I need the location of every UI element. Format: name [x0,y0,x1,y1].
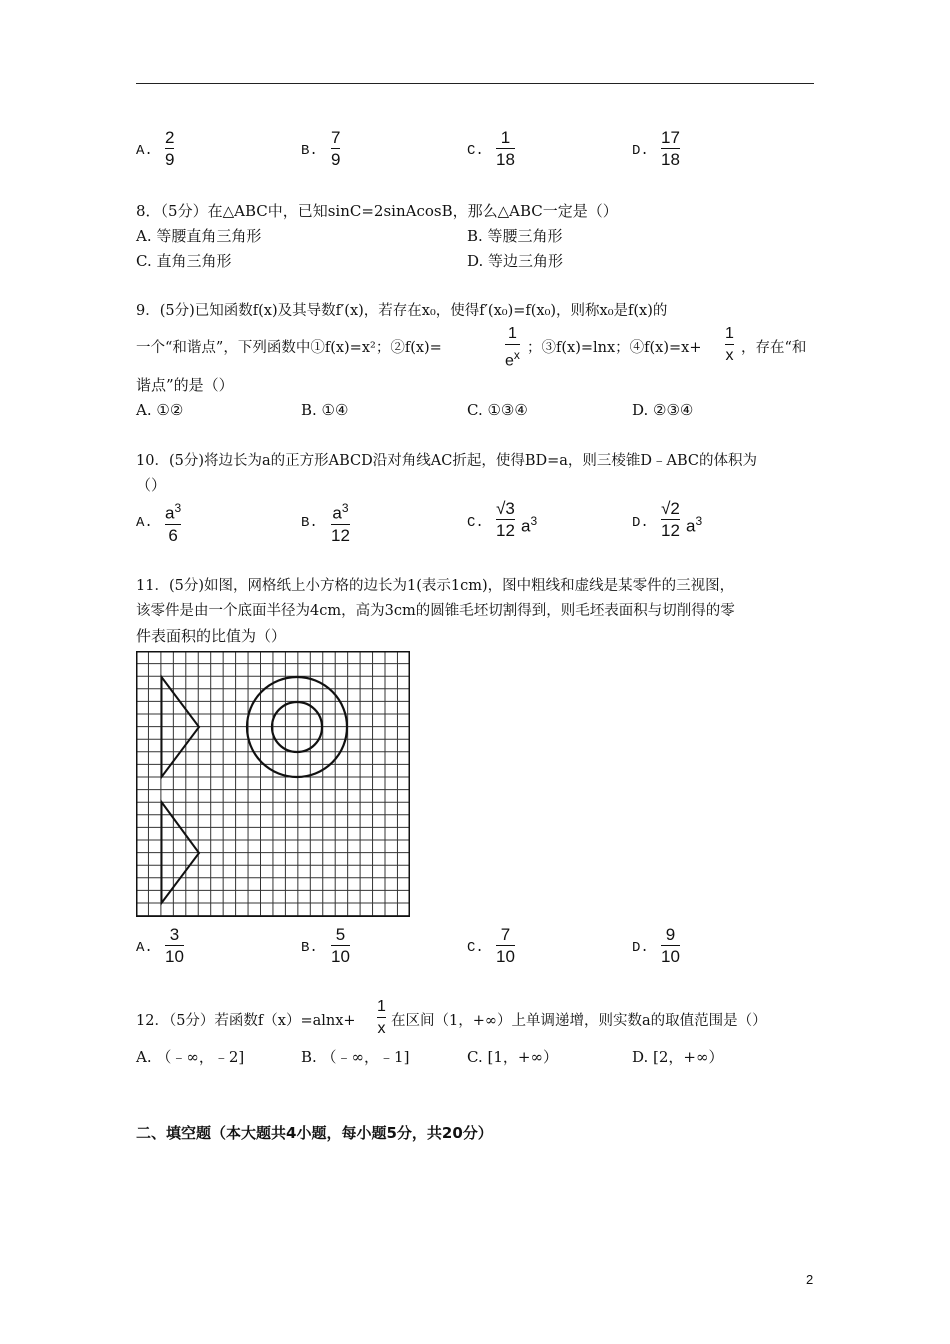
denominator: 6 [168,525,178,545]
q9-option-a: A. ①② [136,401,184,419]
q11-option-b-label: B. [301,940,318,956]
q10-option-d-fraction [661,499,680,540]
numerator: 1 [377,998,386,1015]
q9-line2c: ，存在“和 [741,340,807,356]
q9-option-c: C. ①③④ [467,401,528,419]
q10-option-b-label: B. [301,515,318,531]
numerator: √2 [661,499,680,518]
denominator: 10 [496,947,515,966]
q12-stem-a: 12．（5分）若函数f（x）=alnx+ [136,1013,356,1029]
q7-option-b-fraction [331,128,340,169]
denominator: x [725,347,734,364]
numerator: 2 [165,128,175,147]
numerator: $a^3$ [165,501,182,523]
q10-option-d-tail: $a^3$ [686,514,703,536]
q7-option-c-fraction [496,128,515,169]
q10-option-c-tail: $a^3$ [521,514,538,536]
numerator: 3 [169,925,180,944]
q9-option-d: D. ②③④ [632,401,694,419]
page-number: 2 [806,1272,814,1287]
numerator: √3 [496,499,515,518]
q12-option-b: B. （﹣∞，﹣1] [301,1048,410,1066]
q8-option-b: B. 等腰三角形 [467,227,563,245]
q10-option-a-fraction [165,499,181,545]
denominator: 10 [661,947,680,966]
numerator: 1 [508,325,517,342]
q10-option-d-label: D. [632,515,649,531]
q11-line2: 该零件是由一个底面半径为4cm，高为3cm的圆锥毛坯切割得到，则毛坯表面积与切削得的零 [136,603,735,619]
section-heading: 二、填空题（本大题共4小题，每小题5分，共20分） [136,1124,493,1142]
q9-fraction-2 [725,324,734,365]
q11-option-d-label: D. [632,940,649,956]
q8-stem: 8．（5分）在△ABC中，已知sinC=2sinAcosB，那么△ABC一定是（） [136,202,618,220]
q12-option-d: D. [2，+∞） [632,1048,724,1066]
q12-option-c: C. [1，+∞） [467,1048,558,1066]
q11-option-c-label: C. [467,940,484,956]
q11-option-a-fraction [165,925,184,966]
numerator: 9 [665,925,676,944]
denominator: 12 [331,525,350,545]
q8-option-a: A. 等腰直角三角形 [136,227,262,245]
q8-option-d: D. 等边三角形 [467,252,564,270]
q11-option-d-fraction [661,925,680,966]
q11-option-a-label: A. [136,940,153,956]
q10-option-b-fraction [331,499,350,545]
q9-line2a: 一个“和谐点”，下列函数中①f(x)=x²；②f(x)= [136,340,442,356]
denominator: 9 [331,150,341,169]
q11-line3: 件表面积的比值为（） [136,627,287,645]
q7-option-a-label: A. [136,143,153,159]
q7-option-d-fraction [661,128,680,169]
denominator: 18 [661,150,680,169]
q9-line2b: ；③f(x)=lnx；④f(x)=x+ [527,340,702,356]
q11-line1: 11．(5分)如图，网格纸上小方格的边长为1(表示1cm)，图中粗线和虚线是某零件的三视图， [136,578,735,594]
q12-fraction [377,997,386,1038]
numerator: 1 [725,325,734,342]
q10-line1: 10．(5分)将边长为a的正方形ABCD沿对角线AC折起，使得BD=a，则三棱锥D﹣ABC的体积为 [136,453,758,469]
q8-option-c: C. 直角三角形 [136,252,232,270]
numerator: 5 [335,925,346,944]
numerator: 17 [661,128,680,147]
q7-option-d-label: D. [632,143,649,159]
numerator: $a^3$ [332,501,349,523]
q10-option-a-label: A. [136,515,153,531]
q11-option-b-fraction [331,925,350,966]
denominator: 9 [165,150,175,169]
q9-line1: 9．(5分)已知函数f(x)及其导数f′(x)，若存在x₀，使得f′(x₀)=f(x₀)，则称x₀是f(x)的 [136,303,668,319]
q7-option-b-label: B. [301,143,318,159]
numerator: 1 [500,128,511,147]
q10-line2: （） [136,476,167,494]
denominator: 10 [165,947,184,966]
q9-fraction-1 [505,324,520,370]
denominator: 10 [331,947,350,966]
header-rule [136,83,814,84]
q10-option-c-label: C. [467,515,484,531]
numerator: 7 [331,128,341,147]
q11-option-c-fraction [496,925,515,966]
q7-option-a-fraction [165,128,174,169]
denominator: 12 [661,521,680,540]
denominator: 12 [496,521,515,540]
three-view-grid-figure [136,651,410,917]
q12-stem-b: 在区间（1，+∞）上单调递增，则实数a的取值范围是（） [391,1013,767,1029]
q9-line3: 谐点”的是（） [136,376,234,394]
denominator: 18 [496,150,515,169]
q10-option-c-fraction [496,499,515,540]
numerator: 7 [500,925,511,944]
denominator: $e^x$ [505,348,520,370]
denominator: x [377,1020,386,1037]
q9-option-b: B. ①④ [301,401,349,419]
q7-option-c-label: C. [467,143,484,159]
q12-option-a: A. （﹣∞，﹣2] [136,1048,245,1066]
